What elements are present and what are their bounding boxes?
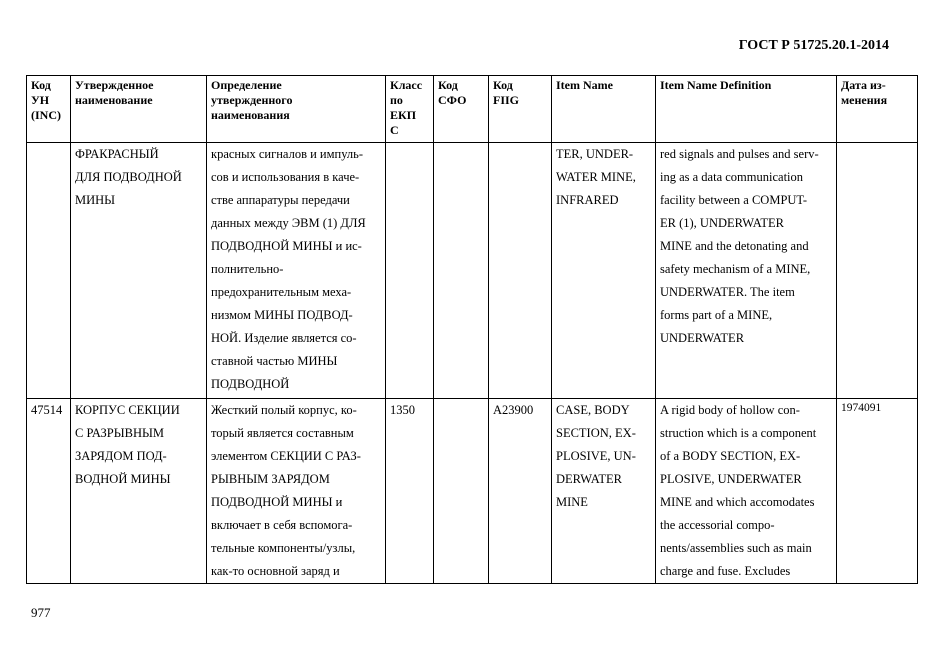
cell-fiig: A23900	[489, 399, 552, 584]
cell-class: 1350	[386, 399, 434, 584]
column-header-sfo: Код СФО	[434, 76, 489, 143]
cell-inc	[27, 143, 71, 399]
cell-item-name-definition: red signals and pulses and serv- ing as a data communication facility between a COMPUT- ER (1), UNDERWATER MINE and the detonating and safety mechanism of a MINE, UNDERWATER. The item forms part of a MINE, UNDERWATER	[656, 143, 837, 399]
cell-inc: 47514	[27, 399, 71, 584]
table-header-row	[27, 76, 918, 143]
table-row	[27, 143, 918, 399]
cell-fiig	[489, 143, 552, 399]
column-header-item-name: Item Name	[552, 76, 656, 143]
column-header-approved-name: Утвержденное наименование	[71, 76, 207, 143]
cell-date: 1974091	[837, 399, 918, 584]
cell-date	[837, 143, 918, 399]
column-header-definition: Определение утвержденного наименования	[207, 76, 386, 143]
cell-definition: красных сигналов и импуль- сов и использования в каче- стве аппаратуры передачи данных между ЭВМ (1) ДЛЯ ПОДВОДНОЙ МИНЫ и ис- полнительно- предохранительным меха- низмом МИНЫ ПОДВОД- НОЙ. Изделие является со- ставной частью МИНЫ ПОДВОДНОЙ	[207, 143, 386, 399]
document-header: ГОСТ Р 51725.20.1-2014	[738, 38, 889, 53]
cell-approved-name: ФРАКРАСНЫЙ ДЛЯ ПОДВОДНОЙ МИНЫ	[71, 143, 207, 399]
cell-item-name-definition: A rigid body of hollow con- struction which is a component of a BODY SECTION, EX- PLOSIVE, UNDERWATER MINE and which accomodates the accessorial compo- nents/assemblies such as main charge and fuse. Excludes	[656, 399, 837, 584]
table-row	[27, 399, 918, 584]
column-header-fiig: Код FIIG	[489, 76, 552, 143]
data-table	[26, 75, 918, 584]
page-number: 977	[31, 605, 51, 620]
column-header-inc: Код УН (INC)	[27, 76, 71, 143]
cell-definition: Жесткий полый корпус, ко- торый является составным элементом СЕКЦИИ С РАЗ- РЫВНЫМ ЗАРЯДОМ ПОДВОДНОЙ МИНЫ и включает в себя вспомога- тельные компоненты/узлы, как-то основной заряд и	[207, 399, 386, 584]
column-header-date: Дата из- менения	[837, 76, 918, 143]
column-header-item-name-definition: Item Name Definition	[656, 76, 837, 143]
column-header-class: Класс по ЕКП С	[386, 76, 434, 143]
cell-item-name: TER, UNDER- WATER MINE, INFRARED	[552, 143, 656, 399]
cell-approved-name: КОРПУС СЕКЦИИ С РАЗРЫВНЫМ ЗАРЯДОМ ПОД- ВОДНОЙ МИНЫ	[71, 399, 207, 584]
cell-class	[386, 143, 434, 399]
cell-sfo	[434, 399, 489, 584]
cell-sfo	[434, 143, 489, 399]
cell-item-name: CASE, BODY SECTION, EX- PLOSIVE, UN- DERWATER MINE	[552, 399, 656, 584]
